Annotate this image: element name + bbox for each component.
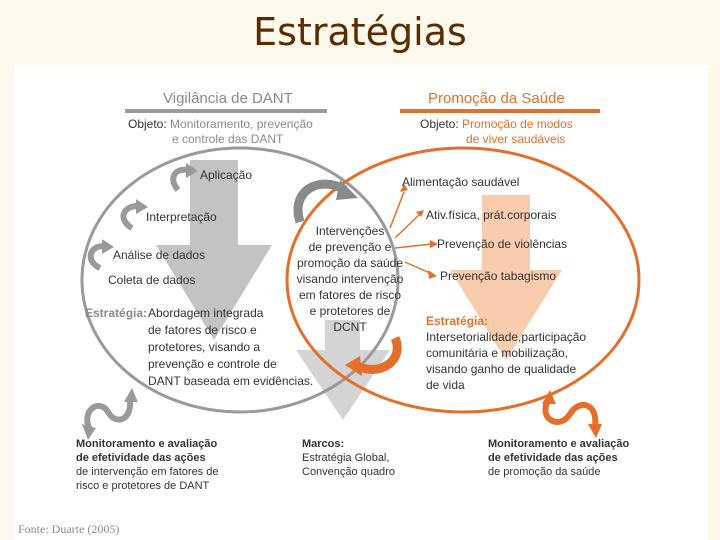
center-line-2: de prevenção e [308, 240, 392, 254]
bottom-center-line-1: Marcos: [302, 438, 345, 450]
cycle-arrow-2 [123, 206, 138, 228]
right-estrategia-label: Estratégia: [426, 314, 489, 328]
bottom-center-line-3: Convenção quadro [302, 466, 395, 478]
right-objeto-text: Promoção de modos [462, 117, 573, 131]
cycle-arrow-3 [91, 246, 104, 268]
right-estrategia-line-2: comunitária e mobilização, [426, 346, 569, 360]
left-header: Vigilância de DANT [163, 90, 293, 107]
left-estrategia-line-3: protetores, visando a [148, 340, 261, 354]
bottom-left-line-2: de efetividade das ações [76, 452, 206, 464]
bottom-right-line-2: de efetividade das ações [488, 452, 618, 464]
bottom-left-line-4: risco e protetores de DANT [76, 480, 210, 492]
orange-arrow-1 [390, 192, 404, 228]
step-analise: Análise de dados [113, 248, 206, 262]
center-line-1: Intervenções [315, 224, 385, 238]
item-violencias: Prevenção de violências [437, 237, 568, 251]
item-tabagismo: Prevenção tabagismo [440, 269, 557, 283]
cycle-arrow-1 [173, 170, 188, 190]
item-atividade-fisica: Ativ.física, prát.corporais [426, 208, 557, 222]
bottom-left-line-3: de intervenção em fatores de [76, 466, 219, 478]
left-estrategia-line-5: DANT baseada em evidências. [148, 374, 314, 388]
right-estrategia-line-3: visando ganho de qualidade [426, 362, 577, 376]
right-objeto-row [420, 117, 573, 132]
center-line-5: em fatores de risco [298, 288, 402, 302]
left-estrategia-label: Estratégia: [85, 306, 148, 320]
item-alimentacao: Alimentação saudável [402, 175, 520, 189]
left-objeto-text: Monitoramento, prevenção [170, 117, 313, 131]
right-objeto-label: Objeto: [420, 117, 459, 131]
left-squiggle-arrow [87, 400, 130, 430]
left-objeto-label: Objeto: [128, 117, 167, 131]
center-line-7: DCNT [333, 320, 367, 334]
bottom-left-line-1: Monitoramento e avaliação [76, 438, 218, 450]
source-caption: Fonte: Duarte (2005) [18, 522, 120, 536]
bottom-right-line-3: de promoção da saúde [488, 466, 601, 478]
right-estrategia-line-4: de vida [426, 378, 465, 392]
left-estrategia-line-1: Abordagem integrada [148, 306, 264, 320]
center-line-3: promoção da saúde [296, 256, 404, 270]
center-line-4: visando intervenção [296, 272, 404, 286]
step-coleta: Coleta de dados [108, 273, 196, 287]
bottom-center-line-2: Estratégia Global, [302, 452, 390, 464]
page-title: Estratégias [253, 10, 467, 54]
step-interpretacao: Interpretação [146, 210, 217, 224]
left-objeto-text-2: e controle das DANT [172, 132, 284, 146]
right-objeto-text-2: de viver saudáveis [466, 132, 566, 146]
bottom-right-line-1: Monitoramento e avaliação [488, 438, 630, 450]
center-line-6: e protetores de [309, 304, 391, 318]
left-estrategia-line-4: prevenção e controle de [148, 357, 277, 371]
left-estrategia-line-2: de fatores de risco e [148, 323, 257, 337]
right-header: Promoção da Saúde [428, 90, 565, 107]
step-aplicacao: Aplicação [200, 168, 253, 182]
left-objeto-row [128, 117, 313, 132]
right-estrategia-line-1: Intersetorialidade,participação [426, 330, 587, 344]
